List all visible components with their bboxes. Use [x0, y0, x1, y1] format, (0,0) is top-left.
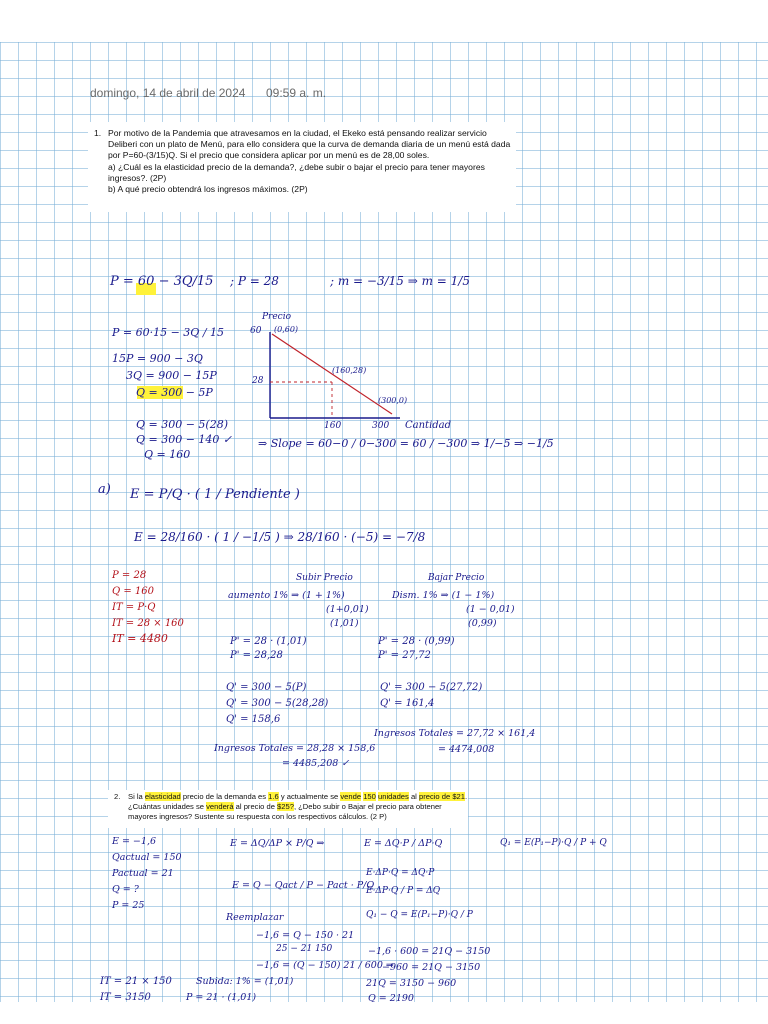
q2-highlight: $25?	[277, 802, 294, 811]
hw-q2-solve-2: −960 = 21Q − 3150	[382, 962, 481, 973]
hw-lower-2: (1 − 0,01)	[466, 604, 515, 615]
question-2-number: 2.	[114, 792, 121, 801]
q2-highlight: precio de $21	[418, 792, 465, 801]
hw-raise-title: Subir Precio	[296, 573, 353, 583]
notebook-page	[0, 42, 768, 1002]
hw-income-result: IT = 4480	[112, 632, 168, 645]
hw-q2-data-5: P = 25	[112, 900, 145, 911]
note-time: 09:59 a. m.	[266, 86, 327, 100]
hw-q2-sub-1: −1,6 = Q − 150 · 21	[256, 930, 355, 941]
question-1-part-b: b) A qué precio obtendrá los ingresos máximos. (2P)	[108, 184, 308, 195]
hw-raise-qty-1: Q' = 300 − 5(P)	[226, 682, 307, 693]
hw-raise-income-2: = 4485,208 ✓	[282, 758, 350, 769]
hw-lower-qty-1: Q' = 300 − 5(27,72)	[380, 682, 483, 693]
hw-q2-data-3: Pactual = 21	[112, 868, 174, 879]
hw-price-given: ; P = 28	[230, 274, 279, 288]
hw-q2-data-1: E = −1,6	[112, 836, 157, 847]
hw-lower-1: Dism. 1% ⇒ (1 − 1%)	[392, 590, 495, 601]
graph-point-3: (300,0)	[378, 396, 408, 405]
hw-q2-replace: Reemplazar	[226, 912, 284, 923]
q2-text-part: . ¿Cuántas unidades se	[128, 792, 468, 811]
hw-raise-price-2: P' = 28,28	[230, 650, 283, 661]
hw-step-3: 3Q = 900 − 15P	[126, 369, 217, 382]
hw-q2-sub-2: 25 − 21 150	[276, 944, 333, 954]
hw-q2-formula-6: E·ΔP·Q / P = ΔQ	[366, 886, 441, 896]
graph-y-label: Precio	[262, 312, 292, 322]
hw-income-formula: IT = P·Q	[112, 602, 156, 613]
hw-step-7: Q = 160	[144, 448, 191, 461]
q2-highlight: venderá	[206, 802, 234, 811]
hw-income-q: Q = 160	[112, 586, 155, 597]
hw-q2-raise-1: Subida: 1% = (1,01)	[196, 976, 294, 987]
q2-text-part: al	[408, 792, 419, 801]
hw-raise-income-1: Ingresos Totales = 28,28 × 158,6	[214, 743, 376, 754]
hw-q2-solve-1: −1,6 · 600 = 21Q − 3150	[368, 946, 491, 957]
q2-text-part: y actualmente se	[278, 792, 341, 801]
hw-income-p: P = 28	[112, 570, 147, 581]
hw-elasticity-result: E = 28/160 · ( 1 / −1/5 ) ⇒ 28/160 · (−5) = −7/8	[134, 530, 426, 544]
graph-x-label: Cantidad	[405, 420, 452, 431]
hw-step-6: Q = 300 − 140 ✓	[136, 433, 233, 446]
hw-raise-1: aumento 1% ⇒ (1 + 1%)	[228, 590, 345, 601]
question-1-number: 1.	[94, 128, 102, 138]
graph-tick-300: 300	[372, 421, 390, 431]
hw-q2-solve-3: 21Q = 3150 − 960	[366, 978, 457, 989]
hw-q2-formula-4: E = Q − Qact / P − Pact · P/Q	[232, 880, 375, 891]
hw-q2-formula-7: Q₁ − Q = E(P₁−P)·Q / P	[366, 910, 473, 920]
graph-tick-28: 28	[252, 376, 264, 386]
hw-raise-price-1: P' = 28 · (1,01)	[230, 636, 307, 647]
hw-lower-title: Bajar Precio	[428, 573, 485, 583]
hw-demand-eq: P = 60 − 3Q/15	[110, 274, 214, 289]
hw-raise-qty-2: Q' = 300 − 5(28,28)	[226, 698, 329, 709]
hw-q2-raise-2: P = 21 · (1,01)	[186, 992, 257, 1002]
hw-q2-formula-3: Q₁ = E(P₁−P)·Q / P + Q	[500, 838, 607, 848]
hw-q2-sub-3: −1,6 = (Q − 150) 21 / 600 ⇒	[256, 960, 394, 971]
hw-q2-income-2: IT = 3150	[100, 992, 151, 1002]
q2-text-part: al precio de	[233, 802, 278, 811]
q2-text-part: , ¿Debo subir o Bajar el precio para obtener mayores ingresos? Sustente su respuesta con los respectivos cálculos. (2 P)	[128, 802, 442, 821]
q2-highlight: vende	[340, 792, 362, 801]
q2-highlight: elasticidad	[144, 792, 181, 801]
hw-lower-income-1: Ingresos Totales = 27,72 × 161,4	[374, 728, 536, 739]
q2-highlight: 1.6	[268, 792, 279, 801]
hw-q2-data-4: Q = ?	[112, 884, 139, 895]
hw-lower-income-2: = 4474,008	[438, 744, 495, 755]
graph-point-2: (160,28)	[332, 366, 367, 375]
hw-lower-3: (0,99)	[468, 618, 497, 629]
hw-q2-income-1: IT = 21 × 150	[100, 976, 172, 987]
hw-step-5: Q = 300 − 5(28)	[136, 418, 229, 431]
hw-step-4: Q = 300 − 5P	[136, 386, 213, 399]
note-date: domingo, 14 de abril de 2024	[90, 86, 246, 100]
q2-highlight: unidades	[378, 792, 409, 801]
hw-q2-data-2: Qactual = 150	[112, 852, 182, 863]
hw-step-1: P = 60·15 − 3Q / 15	[112, 326, 225, 339]
hw-lower-price-1: P' = 28 · (0,99)	[378, 636, 455, 647]
hw-raise-3: (1,01)	[330, 618, 359, 629]
question-1-text: Por motivo de la Pandemia que atravesamos en la ciudad, el Ekeko está pensando realizar servicio Deliberi con un plato de Menú, para ello considera que la curva de demanda diaria de un menú está dada por P=60-(3/15)Q. Si el precio que considera aplicar por un menú es de 28,00 soles.	[108, 128, 511, 161]
graph-point-1: (0,60)	[274, 325, 299, 334]
hw-part-a-label: a)	[98, 482, 111, 497]
hw-q2-formula-5: E·ΔP·Q = ΔQ·P	[366, 868, 435, 878]
hw-elasticity-formula: E = P/Q · ( 1 / Pendiente )	[130, 487, 300, 502]
q2-highlight: 150	[363, 792, 376, 801]
hw-q2-formula-1: E = ΔQ/ΔP × P/Q ⇒	[230, 838, 325, 849]
hw-lower-qty-2: Q' = 161,4	[380, 698, 435, 709]
graph-tick-160: 160	[324, 421, 342, 431]
hw-q2-solve-4: Q = 2190	[368, 993, 414, 1002]
hw-income-calc: IT = 28 × 160	[112, 618, 184, 629]
graph-tick-60: 60	[250, 326, 262, 336]
q2-text-part: Si la	[128, 792, 145, 801]
hw-step-2: 15P = 900 − 3Q	[112, 352, 203, 365]
hw-raise-qty-3: Q' = 158,6	[226, 714, 281, 725]
hw-lower-price-2: P' = 27,72	[378, 650, 431, 661]
hw-slope-calc: ⇒ Slope = 60−0 / 0−300 = 60 / −300 ⇒ 1/−5 ⇒ −1/5	[258, 437, 554, 450]
question-1-part-a: a) ¿Cuál es la elasticidad precio de la demanda?, ¿debe subir o bajar el precio para tener mayores ingresos?. (2P)	[108, 161, 485, 183]
hw-slope-given: ; m = −3/15 ⇒ m = 1/5	[330, 274, 470, 288]
hw-raise-2: (1+0,01)	[326, 604, 369, 615]
hw-q2-formula-2: E = ΔQ·P / ΔP·Q	[364, 838, 443, 849]
q2-text-part: precio de la demanda es	[180, 792, 269, 801]
